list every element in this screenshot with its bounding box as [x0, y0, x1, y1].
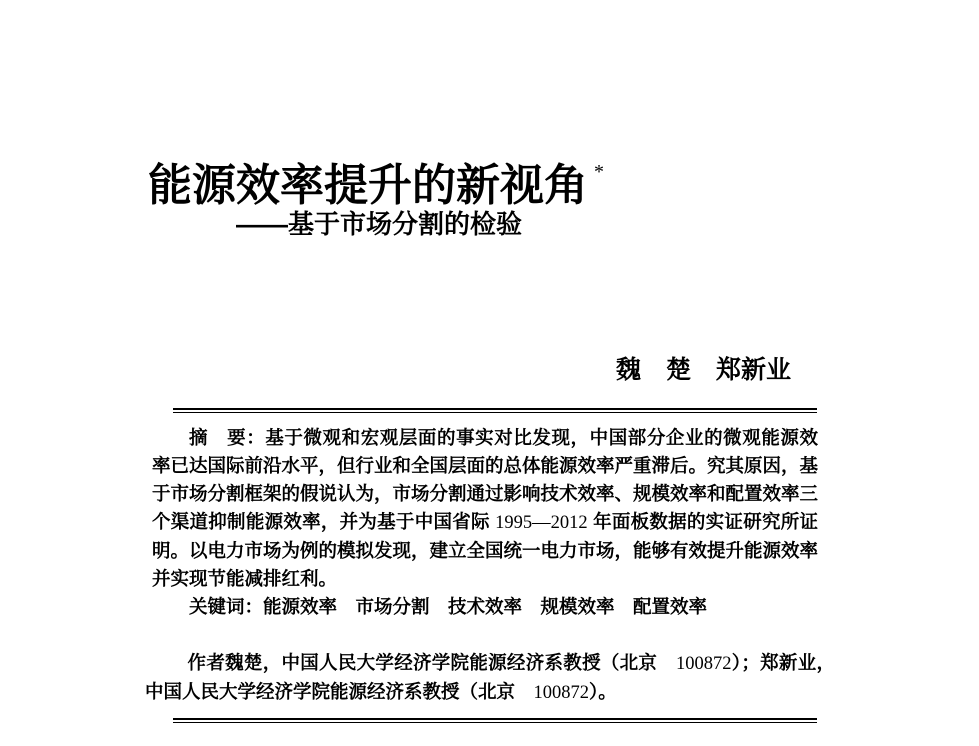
article-title [148, 147, 604, 211]
article-title-text: 能源效率提升的新视角 [148, 161, 588, 210]
abstract-text: 基于微观和宏观层面的事实对比发现，中国部分企业的微观能源效率已达国际前沿水平，但行业和全国层面的总体能源效率严重滞后。究其原因，基于市场分割框架的假说认为，市场分割通过影响技术效率、规模效率和配置效率三个渠道抑制能源效率，并为基于中国省际 1995—2012 年面板数据的实证研究所证明。以电力市场为例的模拟发现，建立全国统一电力市场，能够有效提升能源效率并实现节能减排红利。 [152, 427, 819, 589]
author-bio: 作者魏楚，中国人民大学经济学院能源经济系教授（北京 100872）；郑新业，中国人民大学经济学院能源经济系教授（北京 100872）。 [145, 652, 835, 703]
divider-double-rule-top [173, 408, 817, 413]
article-subtitle: ——基于市场分割的检验 [236, 209, 523, 239]
abstract-paragraph [152, 424, 818, 593]
keywords-label: 关键词： [189, 596, 264, 617]
abstract-label: 摘 要： [189, 427, 266, 448]
keywords-line [152, 593, 818, 621]
authors-line: 魏 楚 郑新业 [616, 356, 792, 384]
keywords-list: 能源效率 市场分割 技术效率 规模效率 配置效率 [263, 596, 708, 617]
abstract-section [152, 424, 818, 621]
divider-double-rule-bottom [173, 718, 817, 723]
footnote-asterisk-marker: * [594, 161, 604, 183]
